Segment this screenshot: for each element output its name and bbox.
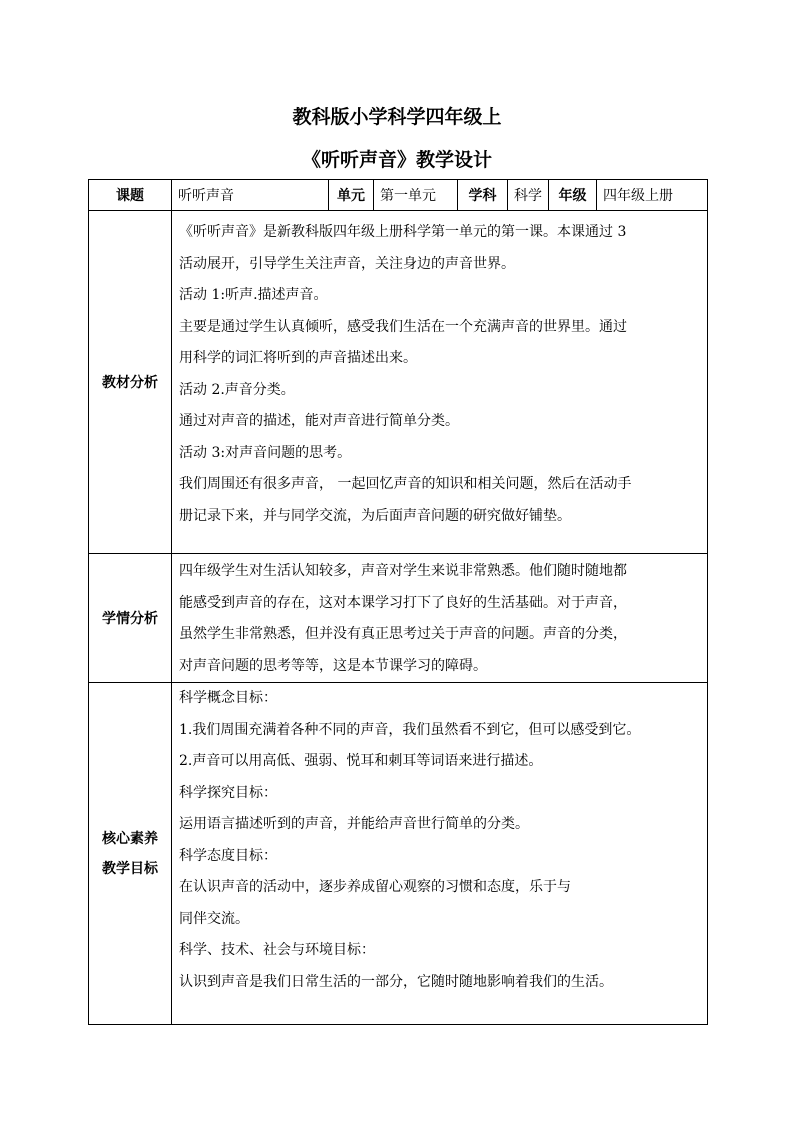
unit-label: 单元 <box>329 180 374 211</box>
content-line: 《听听声音》是新教科版四年级上册科学第一单元的第一课。本课通过 3 <box>179 224 627 240</box>
topic-value: 听听声音 <box>172 180 329 211</box>
content-line: 科学态度目标： <box>179 847 277 864</box>
student-analysis-row <box>89 554 708 683</box>
content-line: 在认识声音的活动中，逐步养成留心观察的习惯和态度，乐于与 <box>179 879 571 895</box>
content-line: 通过对声音的描述，能对声音进行简单分类。 <box>179 413 459 429</box>
content-line: 活动 2.声音分类。 <box>179 381 295 398</box>
grade-label: 年级 <box>549 180 597 211</box>
content-line: 1.我们周围充满着各种不同的声音，我们虽然看不到它，但可以感受到它。 <box>179 721 641 738</box>
core-goals-label <box>89 683 172 1025</box>
content-line: 科学概念目标： <box>179 690 277 706</box>
content-line: 科学、技术、社会与环境目标： <box>179 942 375 958</box>
student-analysis-label: 学情分析 <box>89 554 172 683</box>
topic-label: 课题 <box>89 180 172 211</box>
material-analysis-label: 教材分析 <box>89 211 172 554</box>
content-line: 科学探究目标： <box>179 784 277 801</box>
core-goals-content <box>172 683 708 1025</box>
content-line: 虽然学生非常熟悉，但并没有真正思考过关于声音的问题。声音的分类， <box>179 626 627 642</box>
content-line: 四年级学生对生活认知较多，声音对学生来说非常熟悉。他们随时随地都 <box>179 563 627 579</box>
subject-label: 学科 <box>458 180 508 211</box>
document-subtitle: 《听听声音》教学设计 <box>301 149 492 171</box>
material-analysis-row <box>89 211 708 554</box>
content-line: 我们周围还有很多声音， 一起回忆声音的知识和相关问题，然后在活动手 <box>179 476 632 492</box>
content-line: 册记录下来，并与同学交流，为后面声音问题的研究做好铺垫。 <box>179 507 571 524</box>
content-line: 同伴交流。 <box>179 910 249 927</box>
content-line: 活动 1:听声.描述声音。 <box>179 287 328 303</box>
content-line: 认识到声音是我们日常生活的一部分，它随时随地影响着我们的生活。 <box>179 973 613 990</box>
content-line: 活动展开，引导学生关注声音，关注身边的声音世界。 <box>179 255 515 272</box>
unit-value: 第一单元 <box>374 180 458 211</box>
content-line: 活动 3:对声音问题的思考。 <box>179 444 352 461</box>
core-goals-row <box>89 683 708 1025</box>
grade-value: 四年级上册 <box>597 180 708 211</box>
content-line: 运用语言描述听到的声音，并能给声音世行简单的分类。 <box>179 816 529 832</box>
core-goals-label-line1: 核心素养 <box>102 830 158 847</box>
header-row <box>89 180 708 211</box>
student-analysis-content <box>172 554 708 683</box>
document-title: 教科版小学科学四年级上 <box>292 106 502 128</box>
content-line: 2.声音可以用高低、强弱、悦耳和刺耳等词语来进行描述。 <box>179 753 543 769</box>
content-line: 对声音问题的思考等等，这是本节课学习的障碍。 <box>179 657 487 674</box>
lesson-plan-table <box>88 179 708 1025</box>
material-analysis-content <box>172 211 708 554</box>
subject-value: 科学 <box>508 180 549 211</box>
content-line: 能感受到声音的存在，这对本课学习打下了良好的生活基础。对于声音， <box>179 594 627 611</box>
core-goals-label-line2: 教学目标 <box>102 860 158 877</box>
content-line: 主要是通过学生认真倾听，感受我们生活在一个充满声音的世界里。通过 <box>179 318 627 335</box>
content-line: 用科学的词汇将听到的声音描述出来。 <box>179 350 417 366</box>
